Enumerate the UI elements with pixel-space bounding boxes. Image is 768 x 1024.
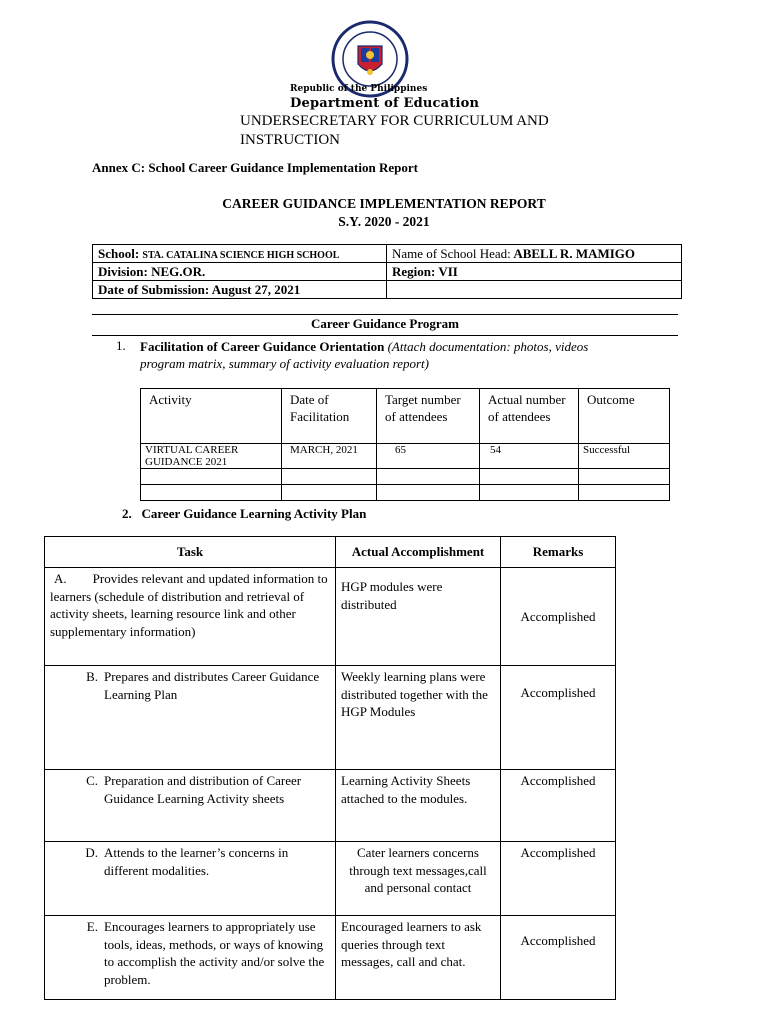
remarks-text: Accomplished (520, 933, 596, 948)
col-task: Task (45, 537, 336, 568)
date-cell: MARCH, 2021 (282, 444, 377, 469)
task-text: Provides relevant and updated information to learners (schedule of distribution and retrieval of activity sheets, learning resource link and other supplementary information) (50, 571, 328, 639)
school-label: School: (98, 245, 140, 261)
school-value: STA. CATALINA SCIENCE HIGH SCHOOL (142, 249, 340, 261)
report-title: CAREER GUIDANCE IMPLEMENTATION REPORT (222, 196, 546, 211)
section2-heading: 2. Career Guidance Learning Activity Plan (122, 506, 367, 521)
task-letter: E. (86, 919, 98, 934)
office-label: UNDERSECRETARY FOR CURRICULUM AND INSTRUCTION (240, 113, 549, 148)
head-cell (387, 245, 682, 263)
school-year: S.Y. 2020 - 2021 (338, 214, 430, 229)
task-cell (45, 568, 336, 666)
task-cell (45, 770, 336, 842)
outcome-cell: Successful (579, 444, 670, 469)
remarks-text: Accomplished (520, 685, 596, 700)
activity-cell: VIRTUAL CAREER GUIDANCE 2021 (141, 444, 282, 469)
program-heading: Career Guidance Program (310, 316, 460, 331)
head-value: ABELL R. MAMIGO (513, 245, 636, 261)
section1-number: 1. (116, 338, 126, 353)
department-label: Department of Education (290, 96, 480, 111)
col-accomplishment: Actual Accomplishment (336, 537, 501, 568)
actual-cell: 54 (480, 444, 579, 469)
table-row (45, 666, 616, 770)
target-cell: 65 (377, 444, 480, 469)
remarks-cell (501, 666, 616, 770)
remarks-cell: Accomplished (501, 568, 616, 666)
task-cell (45, 916, 336, 1000)
remarks-cell: Accomplished (501, 842, 616, 916)
task-letter: D. (85, 845, 98, 860)
head-label: Name of School Head: (392, 245, 511, 261)
task-text: Prepares and distributes Career Guidance Learning Plan (104, 669, 320, 702)
accomplishment-cell: Learning Activity Sheets attached to the modules. (336, 770, 501, 842)
accomplishment-cell: Cater learners concerns through text messages,call and personal contact (336, 842, 501, 916)
table-row (45, 770, 616, 842)
table-row (45, 842, 616, 916)
task-letter: C. (86, 773, 98, 788)
table-row (141, 485, 670, 501)
col-activity: Activity (141, 389, 282, 444)
col-target: Target number of attendees (377, 389, 480, 444)
section1-title: Facilitation of Career Guidance Orientation (140, 339, 385, 354)
submission-cell: Date of Submission: August 27, 2021 (93, 281, 387, 299)
col-outcome: Outcome (579, 389, 670, 444)
remarks-cell: Accomplished (501, 770, 616, 842)
task-cell (45, 666, 336, 770)
accomplishment-cell: HGP modules were distributed (336, 568, 501, 666)
empty-cell (387, 281, 682, 299)
divider-line (92, 335, 678, 336)
task-text: Attends to the learner’s concerns in different modalities. (104, 845, 289, 878)
table-row (45, 916, 616, 1000)
section1-note: (Attach documentation: photos, videos program matrix, summary of activity evaluation report) (140, 339, 589, 371)
school-cell (93, 245, 387, 263)
activity-plan-table (44, 536, 616, 1000)
col-actual: Actual number of attendees (480, 389, 579, 444)
col-date: Date of Facilitation (282, 389, 377, 444)
section1-heading (140, 338, 600, 372)
table-row (45, 568, 616, 666)
region-cell: Region: VII (387, 263, 682, 281)
accomplishment-cell: Weekly learning plans were distributed together with the HGP Modules (336, 666, 501, 770)
remarks-cell (501, 916, 616, 1000)
accomplishment-cell: Encouraged learners to ask queries through text messages, call and chat. (336, 916, 501, 1000)
annex-title: Annex C: School Career Guidance Implementation Report (92, 160, 418, 175)
task-letter: A. (54, 571, 67, 586)
task-text: Preparation and distribution of Career Guidance Learning Activity sheets (104, 773, 302, 806)
divider-line (92, 314, 678, 315)
division-cell: Division: NEG.OR. (93, 263, 387, 281)
task-cell (45, 842, 336, 916)
table-row (141, 469, 670, 485)
school-info-table (92, 244, 682, 299)
republic-label: Republic of the Philippines (290, 84, 428, 94)
col-remarks: Remarks (501, 537, 616, 568)
task-text: Encourages learners to appropriately use tools, ideas, methods, or ways of knowing to accomplish the activity and/or solve the problem. (104, 919, 325, 987)
facilitation-table (140, 388, 670, 501)
task-letter: B. (86, 669, 98, 684)
